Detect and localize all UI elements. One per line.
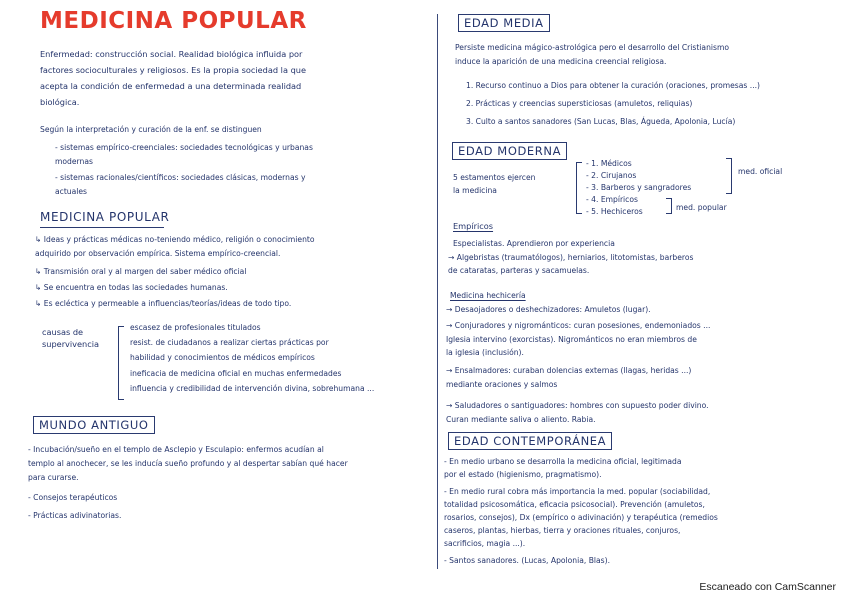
mp-item-1b: adquirido por observación empírica. Sistema empírico-creencial. bbox=[35, 249, 281, 258]
contemp-item-1b: por el estado (higienismo, pragmatismo). bbox=[444, 470, 602, 479]
contemp-item-2c: rosarios, consejos), Dx (empírico o adivinación) y terapéutica (remedios bbox=[444, 513, 718, 522]
edad-media-heading: EDAD MEDIA bbox=[458, 14, 550, 32]
mundo-item-2: - Consejos terapéuticos bbox=[28, 493, 118, 502]
hechiceria-item-2c: la iglesia (inclusión). bbox=[446, 348, 524, 357]
enfermedad-line-3: acepta la condición de enfermedad a una determinada realidad bbox=[40, 81, 302, 91]
media-item-1: 1. Recurso continuo a Dios para obtener la curación (oraciones, promesas ...) bbox=[466, 81, 760, 90]
estamentos-brace bbox=[576, 162, 582, 214]
contemp-item-3: - Santos sanadores. (Lucas, Apolonia, Blas). bbox=[444, 556, 610, 565]
mundo-item-1c: para curarse. bbox=[28, 473, 79, 482]
causa-4: ineficacia de medicina oficial en muchas enfermedades bbox=[130, 369, 342, 378]
media-item-2: 2. Prácticas y creencias supersticiosas (amuletos, reliquias) bbox=[466, 99, 693, 108]
med-oficial-label: med. oficial bbox=[738, 167, 783, 176]
hechiceria-item-4: → Saludadores o santiguadores: hombres con supuesto poder divino. bbox=[446, 401, 709, 410]
med-popular-label: med. popular bbox=[676, 203, 727, 212]
causa-3: habilidad y conocimientos de médicos empíricos bbox=[130, 353, 315, 362]
enfermedad-line-4: biológica. bbox=[40, 97, 80, 107]
contemp-item-2: - En medio rural cobra más importancia la med. popular (sociabilidad, bbox=[444, 487, 711, 496]
enfermedad-line-2: factores socioculturales y religiosos. Es la propia sociedad la que bbox=[40, 65, 306, 75]
hechiceria-heading: Medicina hechicería bbox=[450, 291, 526, 300]
edad-moderna-heading: EDAD MODERNA bbox=[452, 142, 567, 160]
empiricos-item-1: Especialistas. Aprendieron por experiencia bbox=[453, 239, 615, 248]
contemp-item-2b: totalidad psicosomática, eficacia psicosocial). Prevención (amuletos, bbox=[444, 500, 705, 509]
empiricos-item-2: → Algebristas (traumatólogos), herniarios, litotomistas, barberos bbox=[448, 253, 694, 262]
estamento-1: - 1. Médicos bbox=[586, 159, 632, 168]
mp-item-3: ↳ Se encuentra en todas las sociedades humanas. bbox=[35, 283, 228, 292]
media-item-3: 3. Culto a santos sanadores (San Lucas, Blas, Águeda, Apolonia, Lucía) bbox=[466, 117, 736, 126]
sistemas-line-4: actuales bbox=[55, 187, 88, 196]
mundo-item-1b: templo al anochecer, se les inducía sueño profundo y al despertar sabían qué hacer bbox=[28, 459, 348, 468]
causa-2: resist. de ciudadanos a realizar ciertas prácticas por bbox=[130, 338, 329, 347]
oficial-brace bbox=[726, 158, 732, 194]
moderna-intro-2: la medicina bbox=[453, 186, 497, 195]
hechiceria-item-3b: mediante oraciones y salmos bbox=[446, 380, 558, 389]
hechiceria-item-1: → Desaojadores o deshechizadores: Amuletos (lugar). bbox=[446, 305, 651, 314]
mp-item-2: ↳ Transmisión oral y al margen del saber médico oficial bbox=[35, 267, 247, 276]
causa-5: influencia y credibilidad de intervención divina, sobrehumana ... bbox=[130, 384, 375, 393]
segun-text: Según la interpretación y curación de la enf. se distinguen bbox=[40, 125, 262, 134]
contemp-item-2e: sacrificios, magia ...). bbox=[444, 539, 526, 548]
causas-brace bbox=[118, 326, 124, 400]
edad-contemporanea-heading: EDAD CONTEMPORÁNEA bbox=[448, 432, 612, 450]
mundo-item-1: - Incubación/sueño en el templo de Asclepio y Esculapio: enfermos acudían al bbox=[28, 445, 324, 454]
media-intro-1: Persiste medicina mágico-astrológica pero el desarrollo del Cristianismo bbox=[455, 43, 729, 52]
column-divider bbox=[437, 14, 438, 569]
media-intro-2: induce la aparición de una medicina creencial religiosa. bbox=[455, 57, 667, 66]
hechiceria-item-2b: Iglesia intervino (exorcistas). Nigrománticos no eran miembros de bbox=[446, 335, 697, 344]
heading-underline bbox=[40, 227, 164, 228]
contemp-item-1: - En medio urbano se desarrolla la medicina oficial, legitimada bbox=[444, 457, 682, 466]
popular-brace bbox=[666, 198, 672, 214]
mp-item-1: ↳ Ideas y prácticas médicas no-teniendo médico, religión o conocimiento bbox=[35, 235, 315, 244]
hechiceria-item-3: → Ensalmadores: curaban dolencias externas (llagas, heridas ...) bbox=[446, 366, 692, 375]
mundo-item-3: - Prácticas adivinatorias. bbox=[28, 511, 122, 520]
sistemas-line-1: - sistemas empírico-creenciales: sociedades tecnológicas y urbanas bbox=[55, 143, 313, 152]
enfermedad-line-1: Enfermedad: construcción social. Realidad biológica influida por bbox=[40, 49, 303, 59]
hechiceria-item-2: → Conjuradores y nigrománticos: curan posesiones, endemoniados ... bbox=[446, 321, 711, 330]
sistemas-line-2: modernas bbox=[55, 157, 93, 166]
scanner-watermark: Escaneado con CamScanner bbox=[699, 581, 836, 593]
mp-item-4: ↳ Es ecléctica y permeable a influencias/teorías/ideas de todo tipo. bbox=[35, 299, 292, 308]
estamento-5: - 5. Hechiceros bbox=[586, 207, 643, 216]
mundo-antiguo-heading: MUNDO ANTIGUO bbox=[33, 416, 155, 434]
estamento-2: - 2. Cirujanos bbox=[586, 171, 637, 180]
causa-1: escasez de profesionales titulados bbox=[130, 323, 261, 332]
page-title: MEDICINA POPULAR bbox=[40, 8, 307, 34]
contemp-item-2d: caseros, plantas, hierbas, tierra y oraciones rituales, conjuros, bbox=[444, 526, 681, 535]
sistemas-line-3: - sistemas racionales/científicos: sociedades clásicas, modernas y bbox=[55, 173, 306, 182]
moderna-intro-1: 5 estamentos ejercen bbox=[453, 173, 536, 182]
estamento-3: - 3. Barberos y sangradores bbox=[586, 183, 692, 192]
medicina-popular-heading: MEDICINA POPULAR bbox=[40, 210, 170, 224]
hechiceria-item-4b: Curan mediante saliva o aliento. Rabia. bbox=[446, 415, 596, 424]
estamento-4: - 4. Empíricos bbox=[586, 195, 638, 204]
empiricos-heading: Empíricos bbox=[453, 221, 494, 231]
causas-label: causas de supervivencia bbox=[42, 327, 100, 349]
empiricos-item-3: de cataratas, parteras y sacamuelas. bbox=[448, 266, 590, 275]
